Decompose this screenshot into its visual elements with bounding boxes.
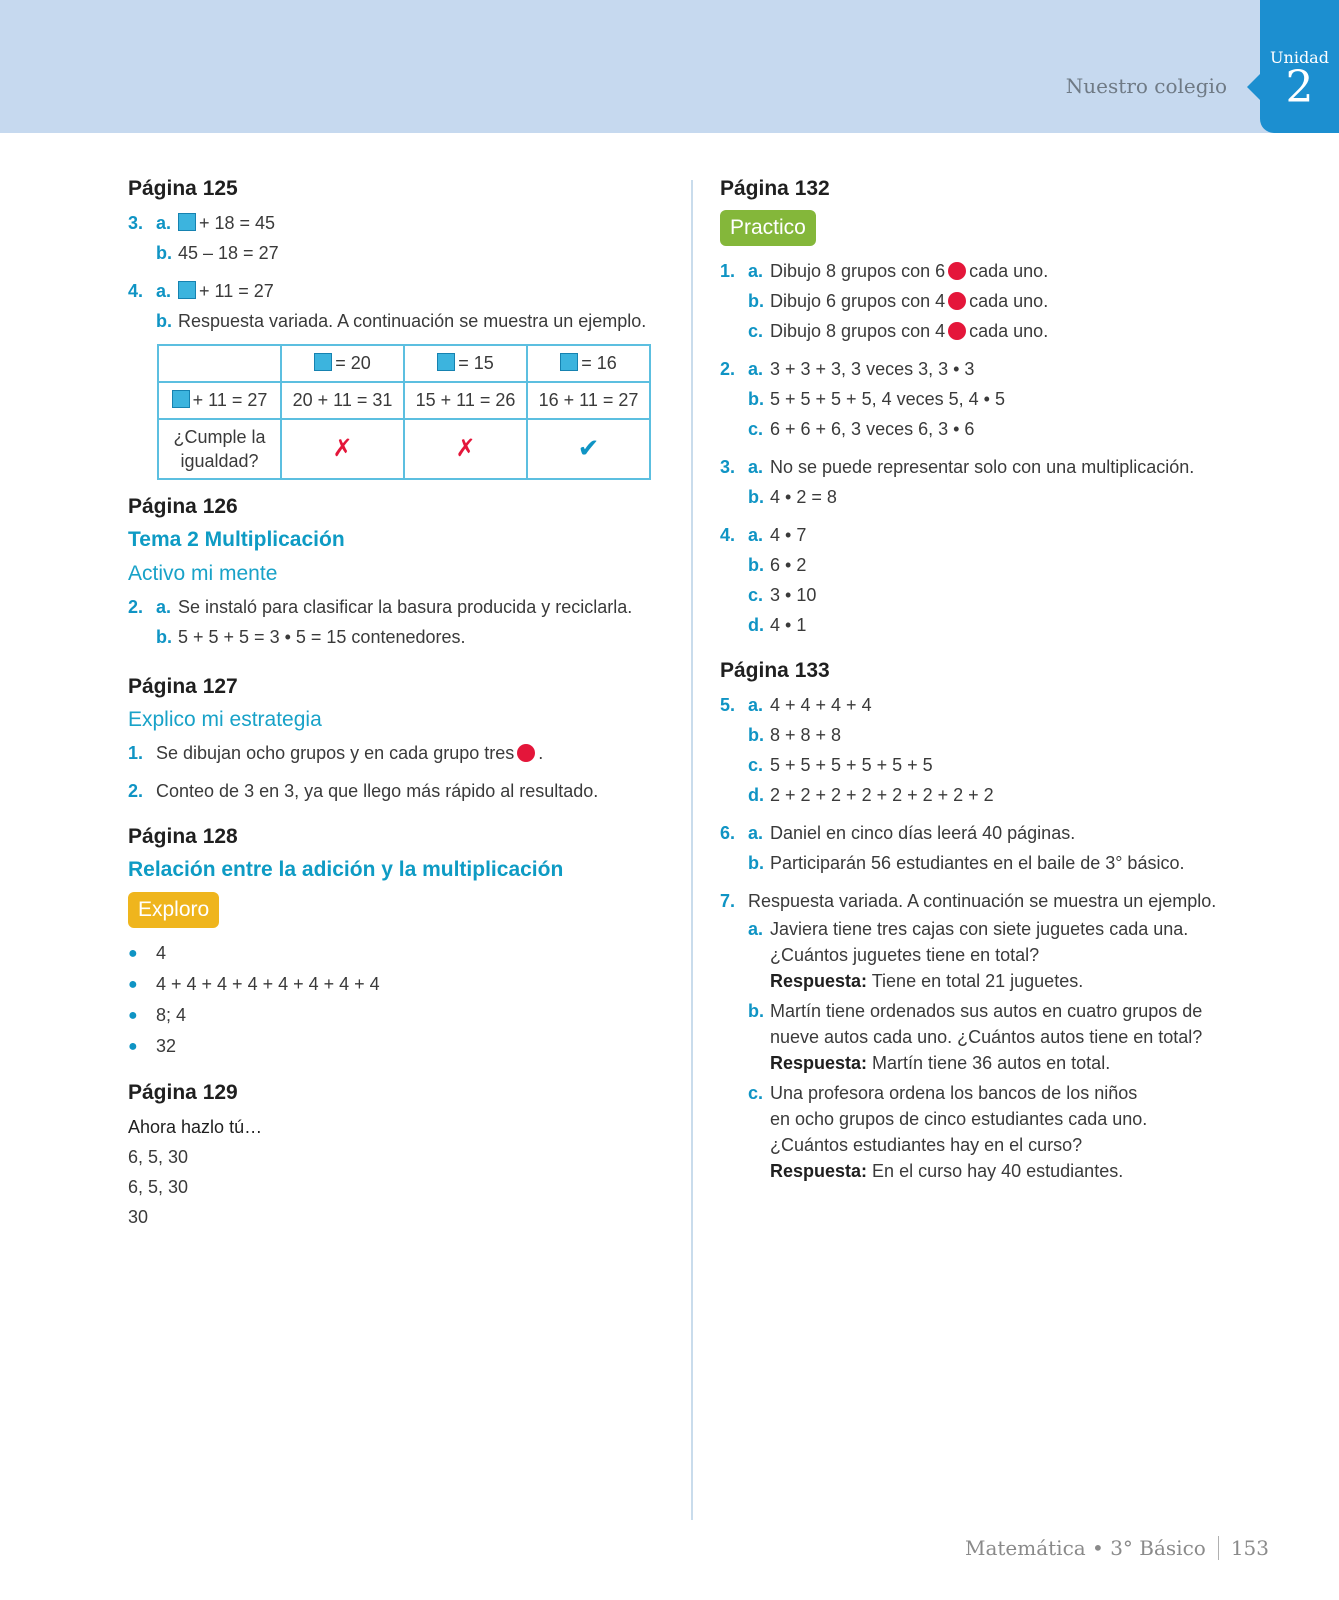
left-column	[128, 176, 668, 1232]
bullet-icon: ●	[128, 976, 138, 993]
question-7	[720, 886, 1320, 916]
answer-text: 5 + 5 + 5 + 5 + 5 + 5	[770, 755, 933, 775]
footer-separator	[1218, 1536, 1219, 1560]
answer-label: Respuesta:	[770, 1161, 868, 1181]
table-row	[158, 345, 650, 382]
bullet-icon: ●	[128, 1038, 138, 1055]
item-letter: b.	[156, 243, 172, 263]
footer	[965, 1536, 1269, 1560]
question-2b	[128, 622, 668, 652]
answer-text: 6 + 6 + 6, 3 veces 6, 3 • 6	[770, 419, 975, 439]
table-row	[158, 382, 650, 419]
item-letter: b.	[748, 487, 764, 507]
question-number: 2.	[128, 597, 144, 617]
square-icon	[178, 213, 196, 231]
item-letter: a.	[156, 213, 172, 233]
item-letter: c.	[748, 1083, 764, 1103]
item-letter: a.	[748, 695, 764, 715]
answer-text: 5 + 5 + 5 + 5, 4 veces 5, 4 • 5	[770, 389, 1005, 409]
item-letter: c.	[748, 755, 764, 775]
item-letter: a.	[748, 919, 764, 939]
answer-text: Conteo de 3 en 3, ya que llego más rápido al resultado.	[156, 781, 599, 801]
lead-text: Ahora hazlo tú…	[128, 1117, 263, 1137]
answer-text: 45 – 18 = 27	[178, 243, 279, 263]
item-letter: a.	[156, 281, 172, 301]
item-letter: b.	[748, 291, 764, 311]
topic-heading: Tema 2 Multiplicación	[128, 528, 345, 551]
answer-text: Respuesta variada. A continuación se muestra un ejemplo.	[748, 891, 1217, 911]
table-row-label: ¿Cumple la igualdad?	[158, 419, 281, 479]
answer-text: 5 + 5 + 5 = 3 • 5 = 15 contenedores.	[178, 627, 466, 647]
question-2	[128, 776, 668, 806]
table-cell: 15 + 11 = 26	[404, 382, 527, 419]
answer-text: 4 + 4 + 4 + 4	[770, 695, 872, 715]
question-number: 6.	[720, 823, 736, 843]
answer-line: 30	[128, 1207, 149, 1227]
table-header-cell: = 15	[404, 345, 527, 382]
item-letter: b.	[748, 389, 764, 409]
item-letter: a.	[156, 597, 172, 617]
header-band	[0, 0, 1339, 133]
section-title: Nuestro colegio	[1065, 74, 1227, 98]
red-dot-icon	[517, 744, 535, 762]
answer-text: 6 • 2	[770, 555, 807, 575]
page-title-126: Página 126	[128, 495, 238, 518]
answer-text: 4 • 7	[770, 525, 807, 545]
question-number: 2.	[720, 359, 736, 379]
item-letter: b.	[156, 311, 172, 331]
question-number: 3.	[720, 457, 736, 477]
answer-text: + 18 = 45	[199, 213, 276, 233]
answer-text: Se dibujan ocho grupos y en cada grupo tres	[156, 743, 515, 763]
topic-heading: Relación entre la adición y la multiplicación	[128, 858, 564, 881]
table-cell	[404, 419, 527, 479]
table-cell: 16 + 11 = 27	[527, 382, 650, 419]
item-letter: c.	[748, 585, 764, 605]
red-dot-icon	[948, 292, 966, 310]
question-4b	[128, 306, 668, 336]
unit-tab	[1260, 0, 1339, 133]
question-5d	[720, 780, 1320, 810]
page-number: 153	[1230, 1536, 1269, 1560]
red-dot-icon	[948, 322, 966, 340]
table-row	[158, 419, 650, 479]
item-letter: b.	[748, 1001, 764, 1021]
question-4d	[720, 610, 1320, 640]
item-letter: b.	[156, 627, 172, 647]
item-letter: c.	[748, 321, 764, 341]
page-title-133: Página 133	[720, 659, 830, 682]
table-cell-empty	[158, 345, 281, 382]
square-icon	[437, 353, 455, 371]
item-letter: a.	[748, 359, 764, 379]
question-number: 3.	[128, 213, 144, 233]
page-title-127: Página 127	[128, 675, 238, 698]
column-divider	[691, 180, 693, 1520]
question-number: 7.	[720, 891, 736, 911]
table-cell: 20 + 11 = 31	[281, 382, 404, 419]
check-icon: ✔	[577, 432, 600, 463]
item-letter: b.	[748, 853, 764, 873]
question-5a	[720, 690, 1320, 720]
list-item: ● 4	[128, 938, 668, 969]
page-title-129: Página 129	[128, 1081, 238, 1104]
table-row-label: + 11 = 27	[158, 382, 281, 419]
question-2a	[720, 354, 1320, 384]
question-2a	[128, 592, 668, 622]
table-cell	[281, 419, 404, 479]
list-item: ● 32	[128, 1031, 668, 1062]
equality-table	[157, 344, 651, 480]
question-7b: b. Martín tiene ordenados sus autos en cuatro grupos de nueve autos cada uno. ¿Cuántos autos tiene en total? Respuesta: Martín tiene 36 autos en total.	[720, 998, 1320, 1076]
unit-label: Unidad	[1270, 48, 1329, 67]
question-3b	[128, 238, 668, 268]
red-dot-icon	[948, 262, 966, 280]
answer-text: Daniel en cinco días leerá 40 páginas.	[770, 823, 1076, 843]
question-number: 4.	[720, 525, 736, 545]
question-3b	[720, 482, 1320, 512]
item-letter: a.	[748, 457, 764, 477]
bullet-icon: ●	[128, 1007, 138, 1024]
square-icon	[172, 390, 190, 408]
exploro-tag: Exploro	[128, 892, 219, 928]
answer-text: 8 + 8 + 8	[770, 725, 842, 745]
question-5b	[720, 720, 1320, 750]
item-letter: a.	[748, 823, 764, 843]
item-letter: d.	[748, 785, 764, 805]
item-letter: a.	[748, 261, 764, 281]
question-number: 1.	[720, 261, 736, 281]
page-title-128: Página 128	[128, 825, 238, 848]
answer-label: Respuesta:	[770, 971, 868, 991]
answer-label: Respuesta:	[770, 1053, 868, 1073]
question-4c	[720, 580, 1320, 610]
item-letter: b.	[748, 555, 764, 575]
page-title-132: Página 132	[720, 177, 830, 200]
table-header-cell: = 20	[281, 345, 404, 382]
question-6a	[720, 818, 1320, 848]
page-title-125: Página 125	[128, 177, 238, 200]
question-1b: b. Dibujo 6 grupos con 4 cada uno.	[720, 286, 1320, 316]
question-number: 1.	[128, 743, 144, 763]
practico-tag: Practico	[720, 210, 816, 246]
question-4b	[720, 550, 1320, 580]
question-1: 1. Se dibujan ocho grupos y en cada grupo tres .	[128, 738, 668, 768]
square-icon	[560, 353, 578, 371]
cross-icon: ✗	[332, 434, 353, 462]
square-icon	[314, 353, 332, 371]
item-letter: c.	[748, 419, 764, 439]
list-item: ● 4 + 4 + 4 + 4 + 4 + 4 + 4 + 4	[128, 969, 668, 1000]
item-letter: a.	[748, 525, 764, 545]
section-subheading: Activo mi mente	[128, 562, 278, 585]
bullet-icon: ●	[128, 945, 138, 962]
right-column	[720, 176, 1320, 1184]
question-4a	[128, 276, 668, 306]
answer-text: 4 • 2 = 8	[770, 487, 837, 507]
unit-number: 2	[1285, 62, 1314, 113]
answer-text: Se instaló para clasificar la basura producida y reciclarla.	[178, 597, 633, 617]
answer-text: 3 • 10	[770, 585, 817, 605]
question-4a	[720, 520, 1320, 550]
list-item: ● 8; 4	[128, 1000, 668, 1031]
question-1c: c. Dibujo 8 grupos con 4 cada uno.	[720, 316, 1320, 346]
answer-text: 2 + 2 + 2 + 2 + 2 + 2 + 2 + 2	[770, 785, 994, 805]
answer-text: 3 + 3 + 3, 3 veces 3, 3 • 3	[770, 359, 975, 379]
item-letter: d.	[748, 615, 764, 635]
section-subheading: Explico mi estrategia	[128, 708, 322, 731]
answer-text: + 11 = 27	[199, 281, 274, 301]
answer-line: 6, 5, 30	[128, 1177, 189, 1197]
answer-text: 4 • 1	[770, 615, 807, 635]
square-icon	[178, 281, 196, 299]
question-6b	[720, 848, 1320, 878]
answer-text: Respuesta variada. A continuación se muestra un ejemplo.	[178, 311, 647, 331]
answer-text: No se puede representar solo con una multiplicación.	[770, 457, 1195, 477]
question-3a	[720, 452, 1320, 482]
question-2c	[720, 414, 1320, 444]
question-3a	[128, 208, 668, 238]
footer-subject: Matemática • 3° Básico	[964, 1536, 1206, 1560]
question-number: 5.	[720, 695, 736, 715]
question-5c	[720, 750, 1320, 780]
answer-line: 6, 5, 30	[128, 1147, 189, 1167]
question-number: 4.	[128, 281, 144, 301]
table-cell	[527, 419, 650, 479]
question-7a: a. Javiera tiene tres cajas con siete juguetes cada una. ¿Cuántos juguetes tiene en total? Respuesta: Tiene en total 21 juguetes.	[720, 916, 1320, 994]
question-1a: 1. a. Dibujo 8 grupos con 6 cada uno.	[720, 256, 1320, 286]
answer-text: Participarán 56 estudiantes en el baile de 3° básico.	[770, 853, 1185, 873]
question-7c: c. Una profesora ordena los bancos de los niños en ocho grupos de cinco estudiantes cada uno. ¿Cuántos estudiantes hay en el curso? Respuesta: En el curso hay 40 estudiantes.	[720, 1080, 1320, 1184]
cross-icon: ✗	[455, 434, 476, 462]
table-header-cell: = 16	[527, 345, 650, 382]
question-2b	[720, 384, 1320, 414]
item-letter: b.	[748, 725, 764, 745]
question-number: 2.	[128, 781, 144, 801]
